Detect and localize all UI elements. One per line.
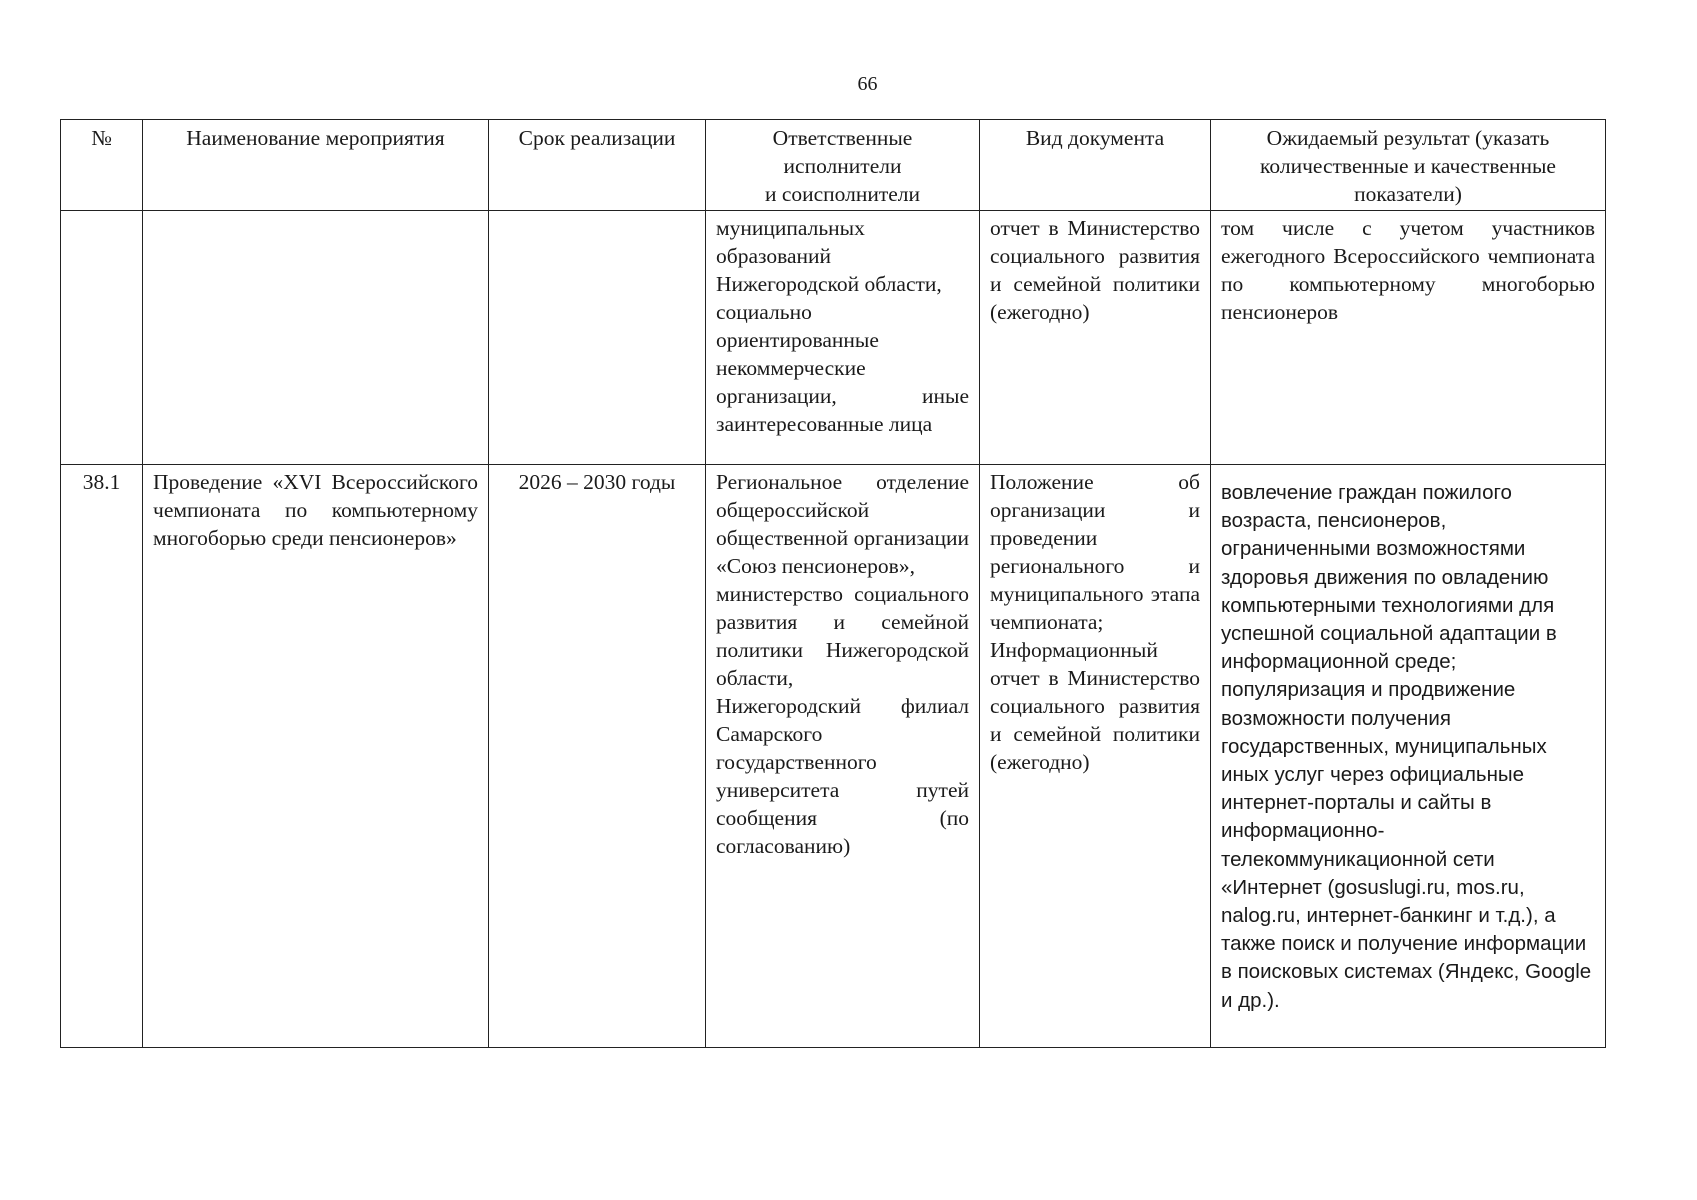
header-responsible-line2: и соисполнители	[764, 182, 921, 206]
responsible-line: Региональное отделение общероссийской общественной организации «Союз пенсионеров»,	[716, 470, 969, 578]
cell-term: 2026 – 2030 годы	[489, 465, 706, 1048]
cell-name: Проведение «XVI Всероссийского чемпионата по компьютерному многоборью среди пенсионеров»	[143, 465, 489, 1048]
cell-result: вовлечение граждан пожилого возраста, пенсионеров, ограниченными возможностями здоровья движения по овладению компьютерными технологиями для успешной социальной адаптации в информационной среде; популяризация и продвижение возможности получения государственных, муниципальных иных услуг через официальные интернет-порталы и сайты в информационно-телекоммуникационной сети «Интернет (gosuslugi.ru, mos.ru, nalog.ru, интернет-банкинг и т.д.), а также поиск и получение информации в поисковых системах (Яндекс, Google и др.).	[1211, 465, 1606, 1048]
cell-num: 38.1	[61, 465, 143, 1048]
table-row	[61, 211, 1606, 465]
cell-name	[143, 211, 489, 465]
cell-responsible	[706, 211, 980, 465]
doc-type-line: Положение об организации и проведении регионального и муниципального этапа чемпионата;	[990, 470, 1200, 634]
header-responsible-line1: Ответственные исполнители	[772, 126, 913, 178]
header-term: Срок реализации	[489, 120, 706, 211]
page-number: 66	[857, 73, 878, 95]
header-responsible	[706, 120, 980, 211]
cell-num	[61, 211, 143, 465]
responsible-line: муниципальных образований Нижегородской области,	[716, 216, 942, 296]
responsible-line: Нижегородский филиал Самарского государственного университета путей сообщения (по согласованию)	[716, 694, 969, 858]
cell-doc-type: отчет в Министерство социального развития и семейной политики (ежегодно)	[980, 211, 1211, 465]
responsible-line: министерство социального развития и семейной политики Нижегородской области,	[716, 582, 969, 690]
header-num: №	[61, 120, 143, 211]
doc-type-line: Информационный отчет в Министерство социального развития и семейной политики (ежегодно)	[990, 638, 1200, 774]
header-name: Наименование мероприятия	[143, 120, 489, 211]
cell-doc-type	[980, 465, 1211, 1048]
table-row	[61, 465, 1606, 1048]
cell-responsible	[706, 465, 980, 1048]
cell-result: том числе с учетом участников ежегодного Всероссийского чемпионата по компьютерному многоборью пенсионеров	[1211, 211, 1606, 465]
cell-term	[489, 211, 706, 465]
header-doc-type: Вид документа	[980, 120, 1211, 211]
header-result: Ожидаемый результат (указать количественные и качественные показатели)	[1211, 120, 1606, 211]
activities-table	[60, 119, 1606, 1048]
table-header-row	[61, 120, 1606, 211]
responsible-line: социально ориентированные некоммерческие организации, иные заинтересованные лица	[716, 300, 969, 436]
